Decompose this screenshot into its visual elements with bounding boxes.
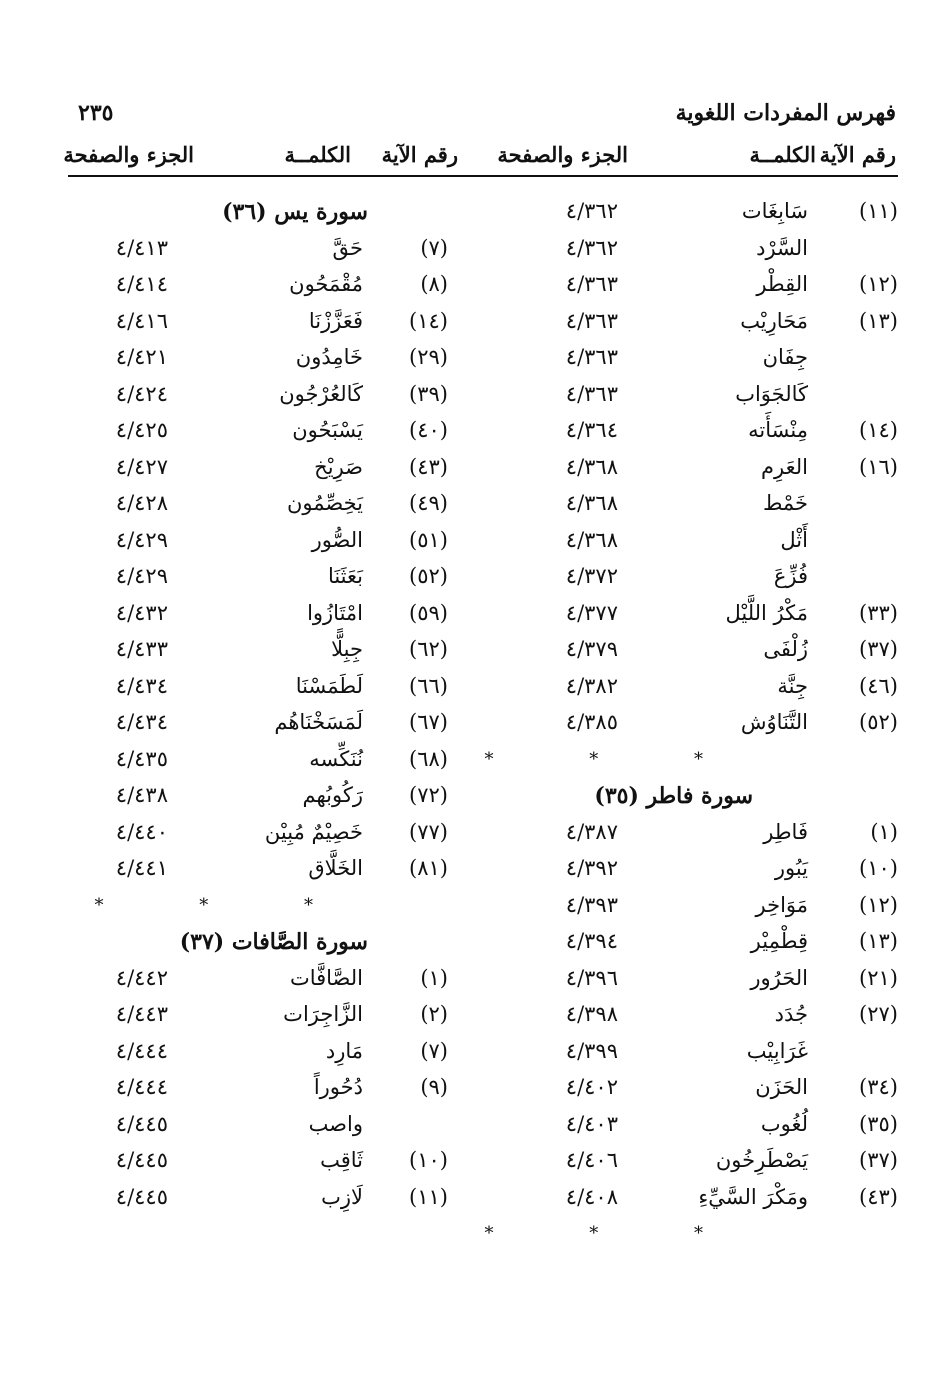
volume-page-ref: ٤/٤٤٥ [115, 1184, 168, 1209]
word: أَثْل [780, 527, 808, 552]
volume-page-ref: ٤/٣٩٦ [565, 965, 618, 990]
word: الحَرُور [750, 965, 808, 990]
index-entry [68, 1108, 488, 1145]
surah-title-row [478, 779, 898, 816]
volume-page-ref: ٤/٣٦٢ [565, 199, 618, 223]
volume-page-ref: ٤/٣٨٢ [565, 673, 618, 698]
index-entry [478, 816, 898, 853]
word: بَعَثَنَا [327, 564, 363, 588]
section-separator [478, 1217, 898, 1254]
ayah-number: (٣٧) [859, 1148, 898, 1172]
volume-page-ref: ٤/٣٦٤ [565, 418, 618, 442]
volume-page-ref: ٤/٣٦٣ [565, 345, 618, 369]
index-entry [68, 414, 488, 451]
volume-page-ref: ٤/٤٠٢ [565, 1075, 618, 1099]
word: يَصْطَرِخُون [715, 1148, 808, 1172]
word: خَمْط [762, 491, 808, 515]
word: قِطْمِيْر [750, 929, 808, 953]
word: لُغُوب [760, 1111, 808, 1136]
volume-page-ref: ٤/٤٣٤ [115, 673, 168, 698]
ayah-number: (١٤) [409, 308, 448, 333]
ayah-number: (٨) [420, 272, 448, 296]
volume-page-ref: ٤/٤١٣ [115, 235, 168, 260]
index-entry [68, 962, 488, 999]
ayah-number: (٦٢) [409, 637, 448, 661]
ayah-number: (٥٢) [859, 710, 898, 734]
index-entry [478, 962, 898, 999]
word: مَارِد [325, 1038, 363, 1063]
word: سَابِغَات [741, 199, 808, 223]
word: فَاطِر [763, 819, 808, 844]
ayah-number: (٦٦) [409, 673, 448, 698]
ayah-number: (٥٩) [409, 600, 448, 625]
ayah-number: (٤٦) [859, 673, 898, 698]
ayah-number: (٢) [420, 1002, 448, 1026]
index-entry [68, 341, 488, 378]
index-entry [478, 487, 898, 524]
word: مُقْمَحُون [289, 272, 363, 296]
word: حَقَّ [332, 235, 363, 260]
volume-page-ref: ٤/٤٣٨ [115, 783, 168, 807]
ayah-number: (٤٣) [859, 1184, 898, 1209]
volume-page-ref: ٤/٣٧٢ [565, 564, 618, 588]
word: مَكْرُ اللَّيْل [725, 600, 808, 625]
index-entry [68, 816, 488, 853]
index-entry [478, 633, 898, 670]
ayah-number: (٤٣) [409, 454, 448, 479]
separator-stars: * * * [94, 894, 358, 916]
word: رَكُوبُهم [302, 783, 363, 807]
word: يَسْبَحُون [292, 418, 363, 442]
index-entry [478, 268, 898, 305]
volume-page-ref: ٤/٤٣٤ [115, 710, 168, 734]
index-entry [68, 524, 488, 561]
word: الصُّور [311, 527, 363, 552]
ayah-number: (٣٤) [859, 1075, 898, 1099]
ayah-number: (١٦) [859, 454, 898, 479]
volume-page-ref: ٤/٤٤٥ [115, 1148, 168, 1172]
word: امْتَازُوا [307, 600, 363, 625]
word: دُحُوراً [313, 1075, 363, 1099]
word: القِطْر [756, 272, 808, 296]
index-entry [478, 1035, 898, 1072]
index-entry [478, 670, 898, 707]
word: خَامِدُون [295, 345, 363, 369]
volume-page-ref: ٤/٣٦٨ [565, 491, 618, 515]
word: الزَّاجِرَات [283, 1002, 363, 1026]
word: نُنَكِّسه [309, 746, 363, 771]
ayah-number: (٥٢) [409, 564, 448, 588]
word: مَحَارِيْب [740, 308, 808, 333]
volume-page-ref: ٤/٤١٤ [115, 272, 168, 296]
index-entry [68, 670, 488, 707]
ayah-number: (١) [870, 819, 898, 844]
word: جُدَد [774, 1002, 808, 1026]
ayah-number: (٣٩) [409, 381, 448, 406]
separator-stars: * * * [484, 748, 748, 770]
word: السَّرْد [756, 235, 808, 260]
volume-page-ref: ٤/٤٤١ [115, 856, 168, 880]
ayah-number: (١٣) [859, 308, 898, 333]
surah-title-row [68, 195, 488, 232]
ayah-number: (٥١) [409, 527, 448, 552]
volume-page-ref: ٤/٤٠٦ [565, 1148, 618, 1172]
volume-page-ref: ٤/٤٢٩ [115, 527, 168, 552]
ayah-number: (٢٧) [859, 1002, 898, 1026]
word: مَوَاخِر [755, 892, 808, 917]
surah-title: سورة فاطر (٣٥) [594, 783, 753, 809]
left-column [68, 195, 488, 1217]
ayah-number: (١٠) [409, 1148, 448, 1172]
index-entry [68, 268, 488, 305]
ayah-number: (١٣) [859, 929, 898, 953]
word: جِنَّة [777, 673, 808, 698]
index-entry [478, 852, 898, 889]
volume-page-ref: ٤/٤٣٣ [115, 637, 168, 661]
index-entry [478, 414, 898, 451]
index-entry [68, 451, 488, 488]
section-separator [478, 743, 898, 780]
index-entry [68, 487, 488, 524]
volume-page-ref: ٤/٣٨٧ [565, 819, 618, 844]
col-head-word-right: الكلمــة [749, 142, 816, 167]
word: كَالجَوَاب [735, 381, 808, 406]
word: الصَّافَّات [289, 965, 363, 990]
volume-page-ref: ٤/٤٠٨ [565, 1184, 618, 1209]
index-entry [68, 633, 488, 670]
index-entry [478, 451, 898, 488]
ayah-number: (١٠) [859, 856, 898, 880]
word: فَعَزَّزْنَا [308, 308, 363, 333]
volume-page-ref: ٤/٣٩٢ [565, 856, 618, 880]
running-header-title: فهرس المفردات اللغوية [675, 100, 896, 126]
index-entry [68, 998, 488, 1035]
word: واصب [308, 1111, 363, 1136]
index-entry [478, 305, 898, 342]
volume-page-ref: ٤/٤٤٠ [115, 819, 168, 844]
col-head-ayah-right: رقم الآية [819, 142, 896, 167]
word: غَرَابِيْب [746, 1038, 808, 1063]
index-entry [68, 743, 488, 780]
word: مِنْسَأَته [748, 418, 808, 442]
ayah-number: (٦٨) [409, 746, 448, 771]
volume-page-ref: ٤/٣٦٣ [565, 308, 618, 333]
index-entry [68, 1071, 488, 1108]
index-entry [478, 706, 898, 743]
word: فُزِّعَ [773, 564, 808, 588]
volume-page-ref: ٤/٤٤٣ [115, 1002, 168, 1026]
volume-page-ref: ٤/٤٢٧ [115, 454, 168, 479]
ayah-number: (١٢) [859, 272, 898, 296]
word: خَصِيْمٌ مُبِيْن [264, 819, 363, 844]
index-entry [68, 305, 488, 342]
volume-page-ref: ٤/٣٦٣ [565, 381, 618, 406]
index-entry [478, 560, 898, 597]
volume-page-ref: ٤/٤٤٤ [115, 1038, 168, 1063]
ayah-number: (٧٧) [409, 819, 448, 844]
ayah-number: (٨١) [409, 856, 448, 880]
ayah-number: (١) [420, 965, 448, 990]
volume-page-ref: ٤/٤٢٤ [115, 381, 168, 406]
index-entry [68, 597, 488, 634]
index-entry [478, 1181, 898, 1218]
surah-title: سورة يس (٣٦) [222, 199, 368, 225]
volume-page-ref: ٤/٤٢١ [115, 345, 168, 369]
index-entry [478, 341, 898, 378]
index-entry [478, 925, 898, 962]
ayah-number: (٩) [420, 1075, 448, 1099]
word: يَخِصِّمُون [286, 491, 363, 515]
surah-title-row [68, 925, 488, 962]
ayah-number: (١٢) [859, 892, 898, 917]
index-entry [478, 597, 898, 634]
index-entry [478, 1071, 898, 1108]
volume-page-ref: ٤/٣٨٥ [565, 710, 618, 734]
word: زُلْفَى [763, 637, 808, 661]
index-entry [478, 1108, 898, 1145]
word: العَرِم [761, 454, 808, 479]
volume-page-ref: ٤/٤٤٤ [115, 1075, 168, 1099]
ayah-number: (٤٠) [409, 418, 448, 442]
col-head-ref-left: الجزء والصفحة [63, 142, 194, 167]
surah-title: سورة الصَّافات (٣٧) [179, 929, 368, 955]
ayah-number: (١٤) [859, 418, 898, 442]
volume-page-ref: ٤/٣٩٣ [565, 892, 618, 917]
page-number: ٢٣٥ [78, 100, 114, 126]
index-entry [68, 232, 488, 269]
index-entry [68, 1035, 488, 1072]
right-column [478, 195, 898, 1254]
volume-page-ref: ٤/٤٢٥ [115, 418, 168, 442]
index-entry [68, 1181, 488, 1218]
index-entry [478, 195, 898, 232]
header-rule [68, 175, 898, 177]
word: جِفَان [762, 345, 808, 369]
index-entry [68, 779, 488, 816]
word: الخَلَّاق [308, 856, 363, 880]
ayah-number: (٧٢) [409, 783, 448, 807]
volume-page-ref: ٤/٣٩٨ [565, 1002, 618, 1026]
index-entry [478, 524, 898, 561]
ayah-number: (٣٥) [859, 1111, 898, 1136]
col-head-ref-right: الجزء والصفحة [497, 142, 628, 167]
volume-page-ref: ٤/٤٣٥ [115, 746, 168, 771]
volume-page-ref: ٤/٤٣٢ [115, 600, 168, 625]
word: الحَزَن [755, 1075, 808, 1099]
col-head-word-left: الكلمــة [284, 142, 351, 167]
index-entry [478, 998, 898, 1035]
volume-page-ref: ٤/٣٧٩ [565, 637, 618, 661]
word: التَّنَاوُش [740, 710, 808, 734]
ayah-number: (٣٣) [859, 600, 898, 625]
word: لَطَمَسْنَا [295, 673, 363, 698]
ayah-number: (٦٧) [409, 710, 448, 734]
ayah-number: (٧) [420, 1038, 448, 1063]
ayah-number: (٢١) [859, 965, 898, 990]
index-entry [68, 852, 488, 889]
word: ومَكْرَ السَّيِّءِ [698, 1184, 808, 1209]
separator-stars: * * * [484, 1223, 748, 1244]
col-head-ayah-left: رقم الآية [381, 142, 458, 167]
word: لَازِب [321, 1184, 363, 1209]
volume-page-ref: ٤/٤٤٢ [115, 965, 168, 990]
index-entry [478, 378, 898, 415]
index-entry [478, 1144, 898, 1181]
word: جِبِلًّا [331, 637, 363, 661]
word: لَمَسَخْنَاهُم [274, 710, 363, 734]
volume-page-ref: ٤/٣٦٣ [565, 272, 618, 296]
ayah-number: (١١) [409, 1184, 448, 1209]
ayah-number: (١١) [859, 199, 898, 223]
volume-page-ref: ٤/٣٩٤ [565, 929, 618, 953]
word: يَبُور [774, 856, 808, 880]
volume-page-ref: ٤/٣٦٢ [565, 235, 618, 260]
ayah-number: (٧) [420, 235, 448, 260]
index-entry [68, 1144, 488, 1181]
volume-page-ref: ٤/٤٢٩ [115, 564, 168, 588]
section-separator [68, 889, 488, 926]
volume-page-ref: ٤/٣٦٨ [565, 454, 618, 479]
volume-page-ref: ٤/٣٦٨ [565, 527, 618, 552]
index-entry [478, 232, 898, 269]
word: كَالعُرْجُون [279, 381, 363, 406]
index-entry [68, 560, 488, 597]
word: صَرِيْخ [314, 454, 363, 479]
ayah-number: (٣٧) [859, 637, 898, 661]
index-entry [68, 378, 488, 415]
volume-page-ref: ٤/٤١٦ [115, 308, 168, 333]
volume-page-ref: ٤/٤٠٣ [565, 1111, 618, 1136]
ayah-number: (٢٩) [409, 345, 448, 369]
volume-page-ref: ٤/٤٢٨ [115, 491, 168, 515]
volume-page-ref: ٤/٣٩٩ [565, 1038, 618, 1063]
volume-page-ref: ٤/٤٤٥ [115, 1111, 168, 1136]
index-entry [478, 889, 898, 926]
volume-page-ref: ٤/٣٧٧ [565, 600, 618, 625]
ayah-number: (٤٩) [409, 491, 448, 515]
index-entry [68, 706, 488, 743]
word: ثَاقِب [320, 1148, 363, 1172]
